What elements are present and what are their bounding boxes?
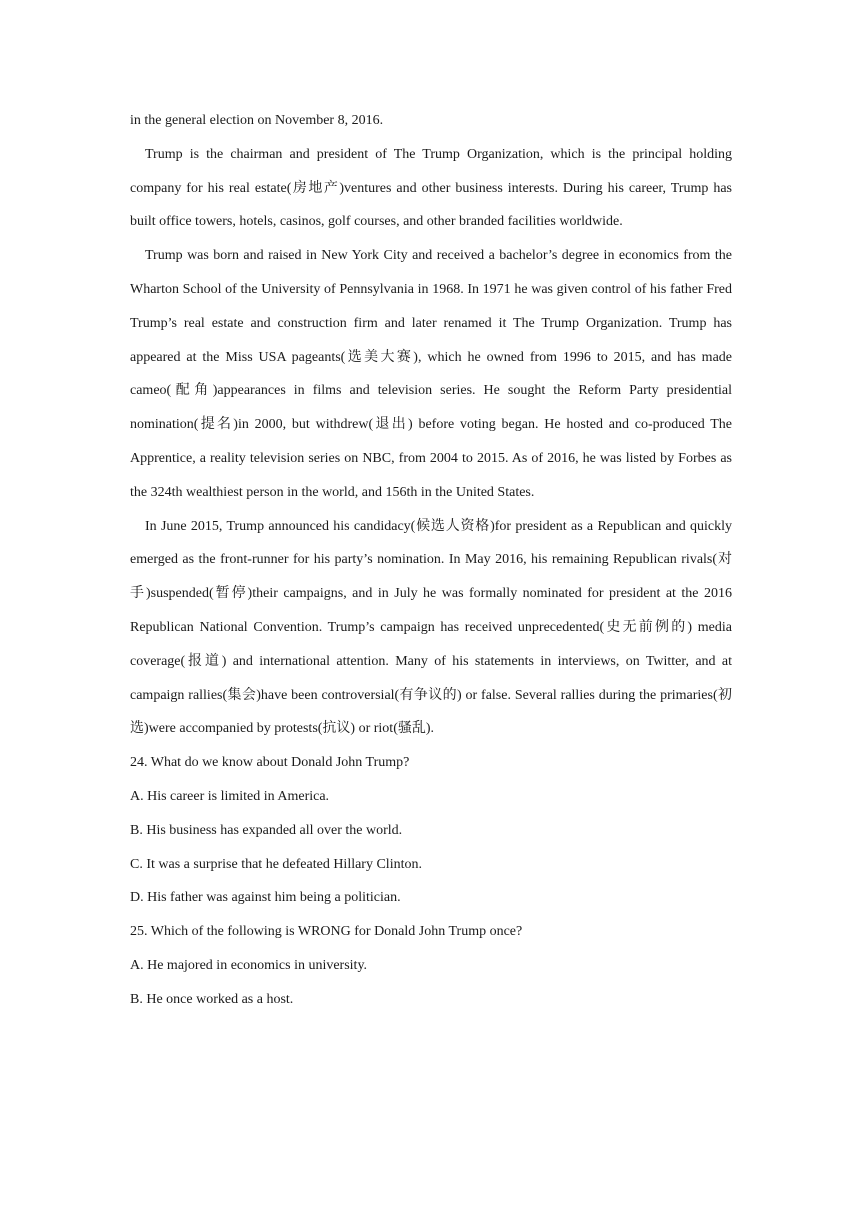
document-page	[130, 104, 732, 1017]
question-25-stem: 25. Which of the following is WRONG for Donald John Trump once?	[130, 924, 523, 940]
passage-continuation-line: in the general election on November 8, 2016.	[130, 113, 384, 128]
question-24-stem: 24. What do we know about Donald John Trump?	[130, 755, 410, 771]
question-25-option-a: A. He majored in economics in university.	[130, 957, 368, 973]
question-24-option-c: C. It was a surprise that he defeated Hillary Clinton.	[130, 856, 422, 872]
question-25	[130, 915, 732, 1016]
question-24-option-d: D. His father was against him being a politician.	[130, 890, 401, 906]
passage-paragraph-2: Trump was born and raised in New York City and received a bachelor’s degree in economics from the Wharton School of the University of Pennsylvania in 1968. In 1971 he was given control of his father Fred Trump’s real estate and construction firm and later renamed it The Trump Organization. Trump has appeared at the Miss USA pageants(选美大赛), which he owned from 1996 to 2015, and has made cameo(配角)appearances in films and television series. He sought the Reform Party presidential nomination(提名)in 2000, but withdrew(退出) before voting began. He hosted and co-produced The Apprentice, a reality television series on NBC, from 2004 to 2015. As of 2016, he was listed by Forbes as the 324th wealthiest person in the world, and 156th in the United States.	[130, 248, 732, 500]
passage-paragraph-1: Trump is the chairman and president of The Trump Organization, which is the principal holding company for his real estate(房地产)ventures and other business interests. During his career, Trump has built office towers, hotels, casinos, golf courses, and other branded facilities worldwide.	[130, 146, 732, 230]
passage-paragraph-3: In June 2015, Trump announced his candidacy(候选人资格)for president as a Republican and quickly emerged as the front-runner for his party’s nomination. In May 2016, his remaining Republican rivals(对手)suspended(暂停)their campaigns, and in July he was formally nominated for president at the 2016 Republican National Convention. Trump’s campaign has received unprecedented(史无前例的) media coverage(报道) and international attention. Many of his statements in interviews, on Twitter, and at campaign rallies(集会)have been controversial(有争议的) or false. Several rallies during the primaries(初选)were accompanied by protests(抗议) or riot(骚乱).	[130, 518, 732, 737]
question-24	[130, 746, 732, 915]
question-24-option-b: B. His business has expanded all over the world.	[130, 822, 403, 838]
question-25-option-b: B. He once worked as a host.	[130, 991, 294, 1007]
question-24-option-a: A. His career is limited in America.	[130, 788, 330, 804]
